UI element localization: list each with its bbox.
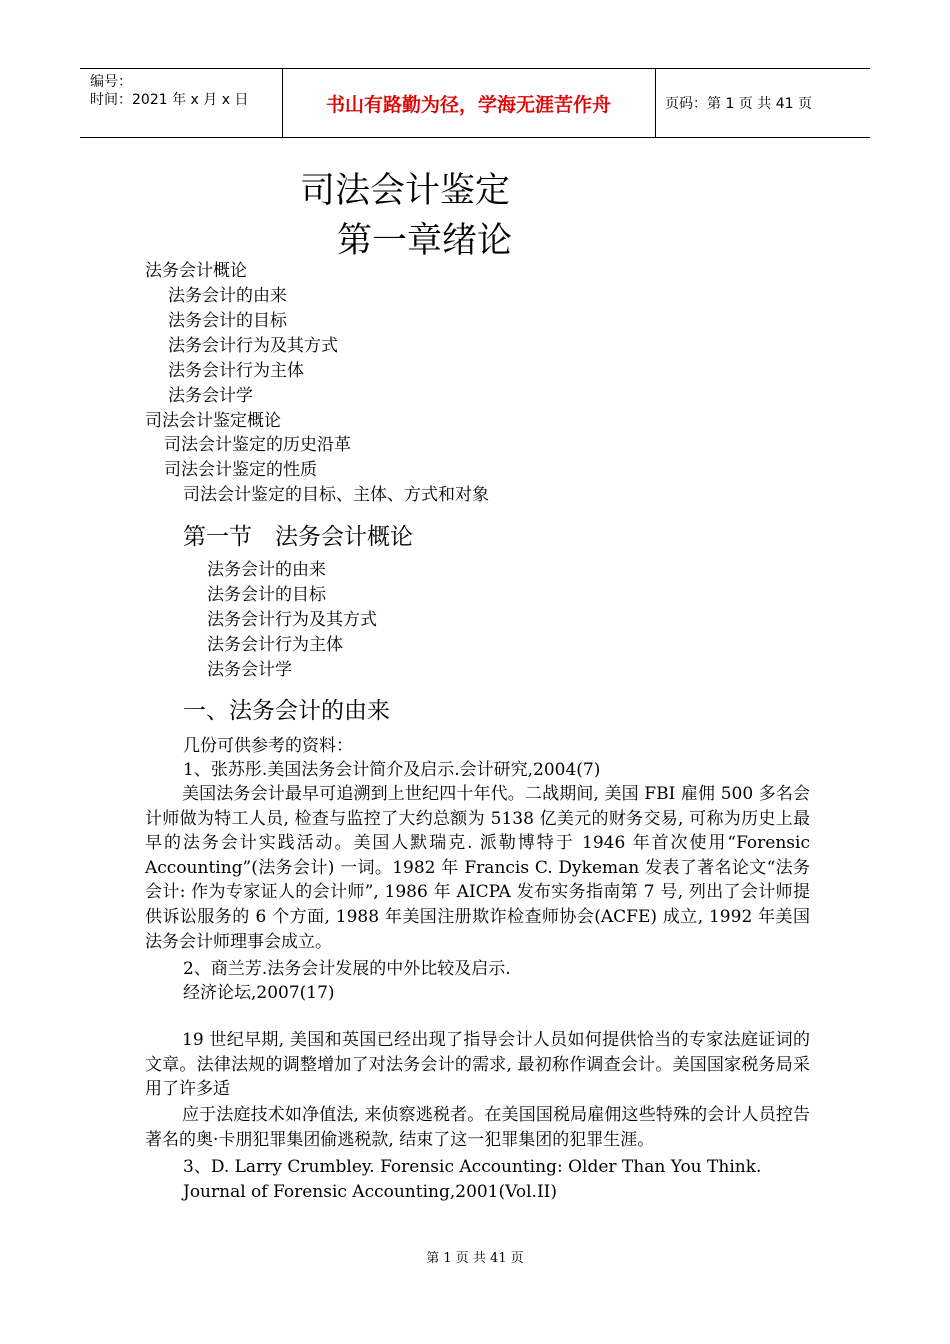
section-item: 法务会计的由来 <box>207 560 326 580</box>
subsection-heading: 一、法务会计的由来 <box>183 698 390 724</box>
header-motto: 书山有路勤为径，学海无涯苦作舟 <box>325 93 611 116</box>
outline-item: 法务会计学 <box>168 386 253 406</box>
paragraph-2: 19 世纪早期, 美国和英国已经出现了指导会计人员如何提供恰当的专家法庭证词的文章。法律法规的调整增加了对法务会计的需求, 最初称作调查会计。美国国家税务局采用了许多适 <box>145 1030 810 1100</box>
section-item: 法务会计学 <box>207 660 292 680</box>
reference-1: 1、张苏彤.美国法务会计简介及启示.会计研究,2004(7) <box>183 760 601 780</box>
reference-2: 2、商兰芳.法务会计发展的中外比较及启示. <box>183 959 511 979</box>
section-item: 法务会计行为及其方式 <box>207 610 377 630</box>
time-label: 时间：2021 年 x 月 x 日 <box>90 92 249 108</box>
outline-item: 法务会计行为及其方式 <box>168 336 338 356</box>
outline-item: 司法会计鉴定的目标、主体、方式和对象 <box>183 485 489 505</box>
outline-item: 司法会计鉴定的性质 <box>164 460 317 480</box>
chapter-title: 第一章绪论 <box>337 221 513 261</box>
paragraph-3: 应于法庭技术如净值法, 来侦察逃税者。在美国国税局雇佣这些特殊的会计人员控告著名的奥·卡朋犯罪集团偷逃税款, 结束了这一犯罪集团的犯罪生涯。 <box>145 1105 810 1150</box>
outline-item: 司法会计鉴定的历史沿革 <box>164 435 351 455</box>
page-footer: 第 1 页 共 41 页 <box>426 1251 524 1266</box>
reference-3-source: Journal of Forensic Accounting,2001(Vol.II) <box>183 1182 558 1202</box>
reference-3: 3、D. Larry Crumbley. Forensic Accounting: Older Than You Think. <box>183 1157 762 1177</box>
outline-item: 司法会计鉴定概论 <box>145 411 281 431</box>
refs-intro: 几份可供参考的资料： <box>183 736 353 756</box>
outline-item: 法务会计的由来 <box>168 286 287 306</box>
paragraph-1: 美国法务会计最早可追溯到上世纪四十年代。二战期间, 美国 FBI 雇佣 500 多名会计师做为特工人员, 检查与监控了大约总额为 5138 亿美元的财务交易, 可称为历史上最早的法务会计实践活动。美国人默瑞克. 派勒博特于 1946 年首次使用“Forensic Accounting”(法务会计) 一词。1982 年 Francis C. Dykeman 发表了著名论文“法务会计: 作为专家证人的会计师”, 1986 年 AICPA 发布实务指南第 7 号, 列出了会计师提供诉讼服务的 6 个方面, 1988 年美国注册欺诈检查师协会(ACFE) 成立, 1992 年美国法务会计师理事会成立。 <box>145 784 810 952</box>
outline-item: 法务会计概论 <box>145 261 247 281</box>
section-item: 法务会计的目标 <box>207 585 326 605</box>
header-page-info: 页码：第 1 页 共 41 页 <box>665 96 812 112</box>
reference-2-source: 经济论坛,2007(17) <box>183 983 335 1003</box>
header-divider <box>655 69 656 137</box>
header-meta <box>90 73 248 109</box>
doc-title: 司法会计鉴定 <box>300 171 511 211</box>
section-item: 法务会计行为主体 <box>207 635 343 655</box>
outline-item: 法务会计行为主体 <box>168 361 304 381</box>
code-label: 编号： <box>90 74 132 90</box>
page-header <box>80 68 870 138</box>
outline-item: 法务会计的目标 <box>168 311 287 331</box>
section-heading: 第一节 法务会计概论 <box>183 524 413 550</box>
